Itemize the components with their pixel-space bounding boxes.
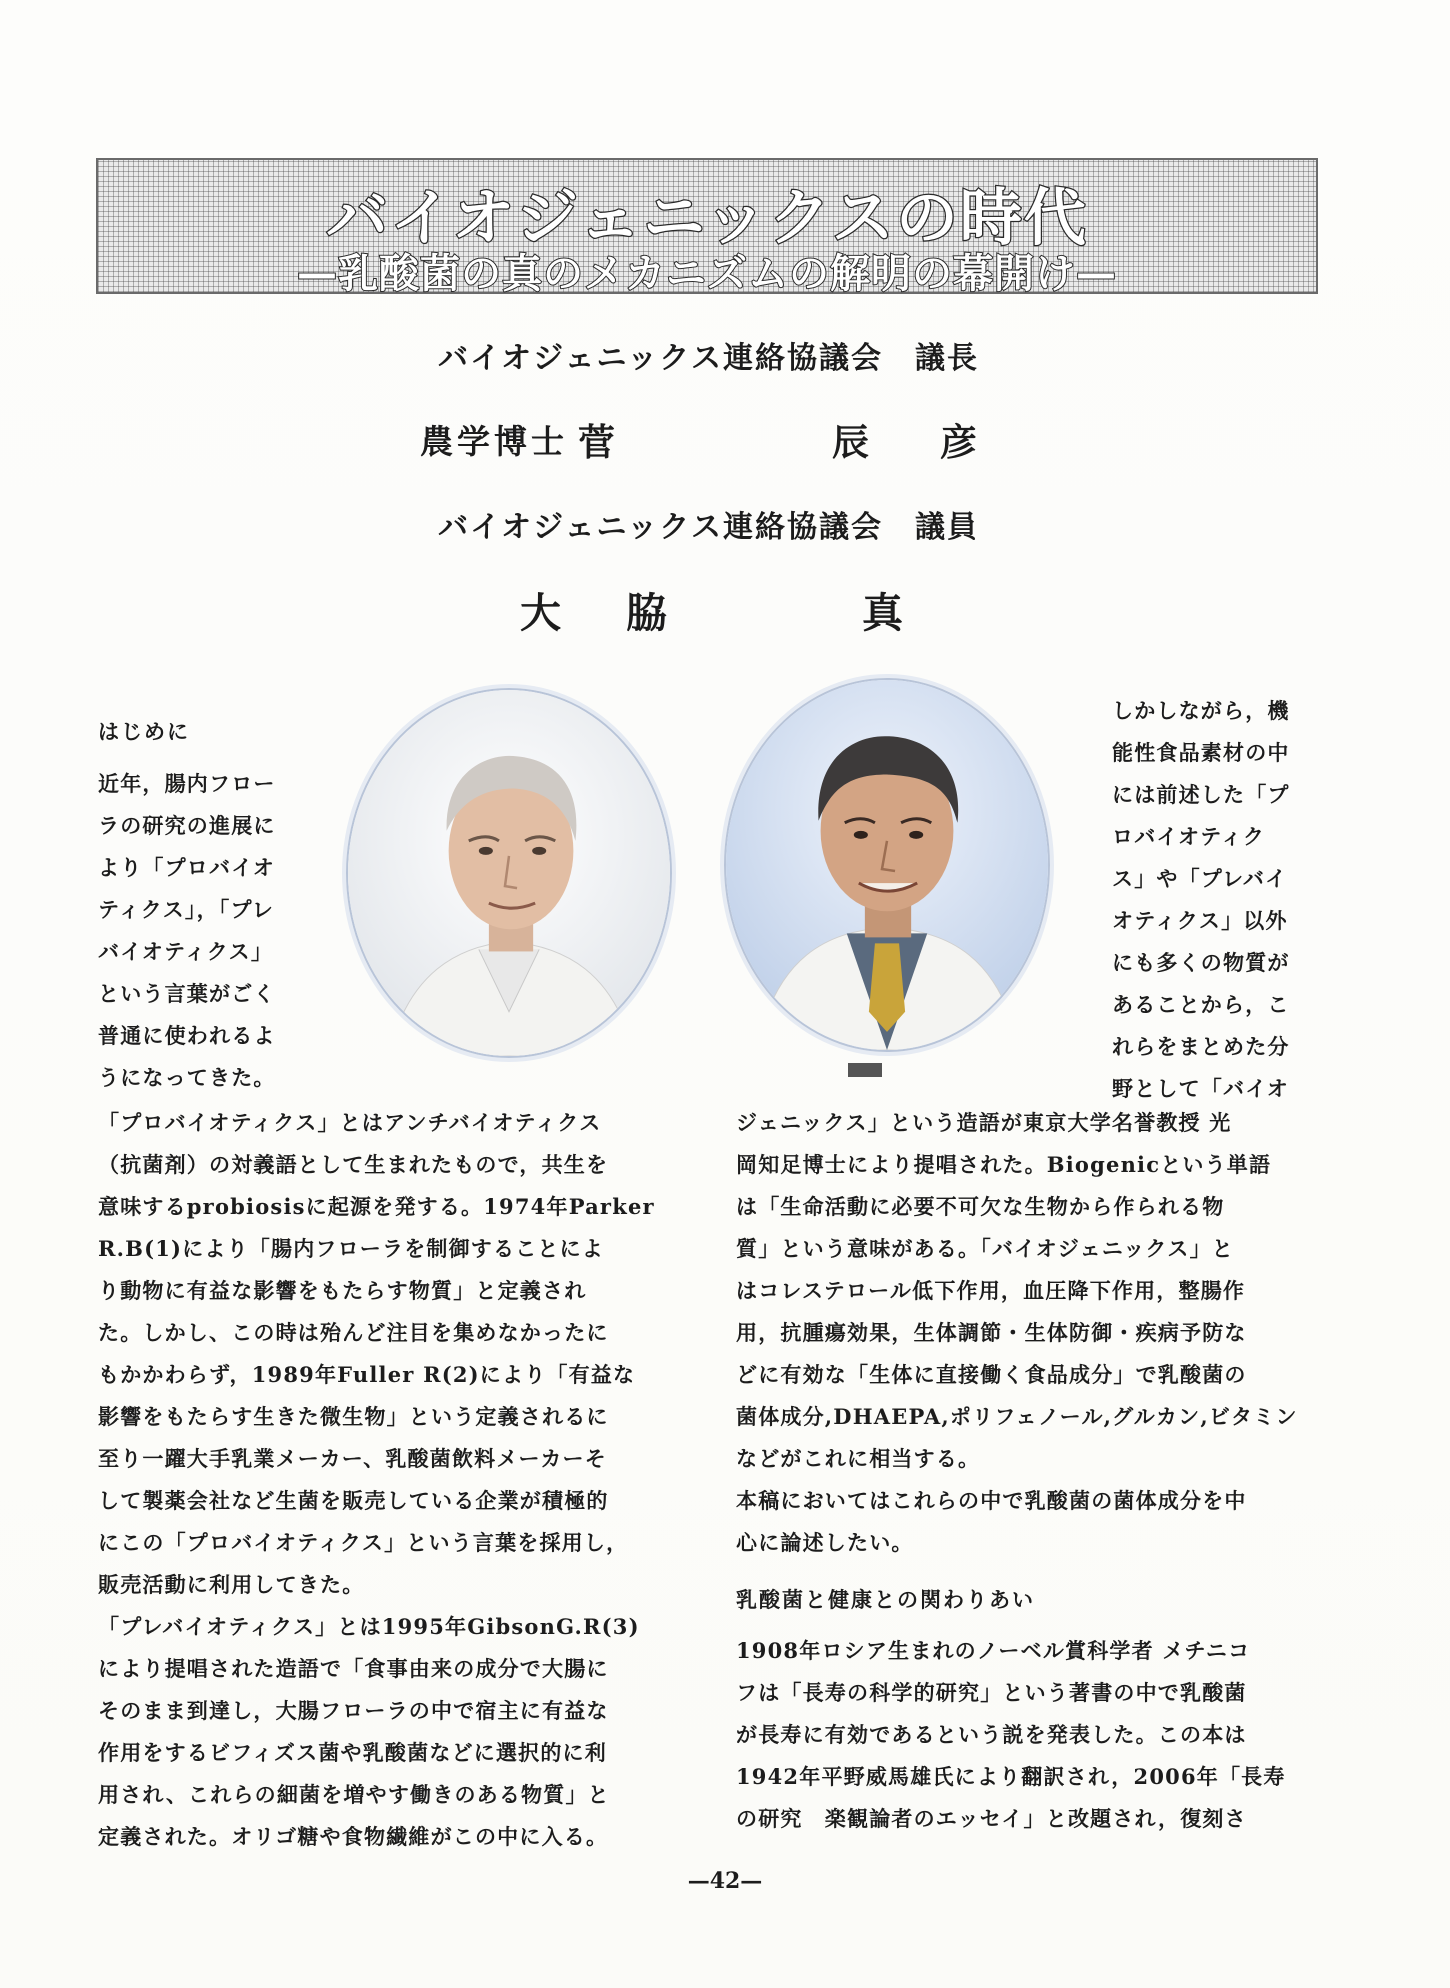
author2-name-char: 真 <box>862 589 903 637</box>
text-line: 1908年ロシア生まれのノーベル賞科学者 メチニコ <box>736 1638 1251 1663</box>
text-line: 意味するprobiosisに起源を発する。1974年Parker <box>98 1194 655 1219</box>
text-line: もかかわらず，1989年Fuller R(2)により「有益な <box>98 1362 636 1387</box>
text-line: ジェニックス」という造語が東京大学名誉教授 光 <box>736 1110 1232 1135</box>
text-line: 用，抗腫瘍効果，生体調節・生体防御・疾病予防な <box>736 1320 1247 1345</box>
text-line: ロバイオティク <box>1112 824 1266 849</box>
text-line: 近年，腸内フロー <box>98 771 276 796</box>
text-line: より「プロバイオ <box>98 855 275 880</box>
photo-caption-mark <box>848 1063 882 1077</box>
text-line: 岡知足博士により提唱された。Biogenicという単語 <box>736 1152 1272 1177</box>
text-line: ティクス」，「プレ <box>98 897 275 922</box>
text-line: 心に論述したい。 <box>736 1530 914 1555</box>
text-line: などがこれに相当する。 <box>736 1446 981 1471</box>
section-heading-intro: はじめに <box>98 720 190 744</box>
text-line: 作用をするビフィズス菌や乳酸菌などに選択的に利 <box>98 1740 607 1765</box>
text-line: フは「長寿の科学的研究」という著書の中で乳酸菌 <box>736 1680 1247 1705</box>
section-heading-health: 乳酸菌と健康との関わりあい <box>736 1588 1035 1612</box>
text-line: にこの「プロバイオティクス」という言葉を採用し， <box>98 1530 629 1555</box>
text-line: れらをまとめた分 <box>1112 1034 1290 1059</box>
text-line: バイオティクス」 <box>98 939 274 964</box>
text-line: は「生命活動に必要不可欠な生物から作られる物 <box>736 1194 1225 1219</box>
text-line: 至り一躍大手乳業メーカー、乳酸菌飲料メーカーそ <box>98 1446 607 1471</box>
text-line: 野として「バイオ <box>1112 1076 1289 1101</box>
text-line: しかしながら，機 <box>1112 698 1290 723</box>
author2-portrait-photo <box>724 678 1050 1052</box>
text-line: して製薬会社など生菌を販売している企業が積極的 <box>98 1488 609 1513</box>
text-line: ラの研究の進展に <box>98 813 276 838</box>
author2-name-char: 大 <box>520 589 561 637</box>
text-line: 質」という意味がある。「バイオジェニックス」と <box>736 1236 1234 1261</box>
author1-degree: 農学博士 <box>420 422 568 461</box>
text-line: 能性食品素材の中 <box>1112 740 1290 765</box>
right-narrow-paragraph <box>1112 690 1290 1110</box>
text-line: 「プレバイオティクス」とは1995年GibsonG.R(3) <box>98 1614 640 1639</box>
text-line: の研究 楽観論者のエッセイ」と改題され，復刻さ <box>736 1806 1247 1831</box>
article-subtitle: —乳酸菌の真のメカニズムの解明の幕開け— <box>297 251 1117 297</box>
author2-name-char: 脇 <box>626 589 667 637</box>
text-line: R.B(1)により「腸内フローラを制御することによ <box>98 1236 604 1261</box>
text-line: そのまま到達し，大腸フローラの中で宿主に有益な <box>98 1698 609 1723</box>
text-line: 1942年平野威馬雄氏により翻訳され，2006年「長寿 <box>736 1764 1286 1789</box>
author2-portrait-image <box>726 680 1048 1050</box>
text-line: オティクス」以外 <box>1112 908 1288 933</box>
text-line: はコレステロール低下作用，血圧降下作用，整腸作 <box>736 1278 1246 1303</box>
text-line: にも多くの物質が <box>1112 950 1290 975</box>
text-line: 用され、これらの細菌を増やす働きのある物質」と <box>98 1782 610 1807</box>
right-health-paragraph <box>736 1630 1286 1840</box>
right-full-paragraph <box>736 1102 1298 1564</box>
author1-affiliation: バイオジェニックス連絡協議会 議長 <box>438 341 979 376</box>
text-line: どに有効な「生体に直接働く食品成分」で乳酸菌の <box>736 1362 1247 1387</box>
left-full-paragraph <box>98 1102 655 1858</box>
text-line: あることから，こ <box>1112 992 1290 1017</box>
article-title: バイオジェニックスの時代 <box>326 181 1088 254</box>
text-line: には前述した「プ <box>1112 782 1290 807</box>
author1-name-char: 彦 <box>940 420 977 464</box>
text-line: 定義された。オリゴ糖や食物繊維がこの中に入る。 <box>98 1824 609 1849</box>
text-line: 販売活動に利用してきた。 <box>98 1572 365 1597</box>
page-number: —42— <box>687 1868 763 1894</box>
left-narrow-paragraph <box>98 763 276 1099</box>
text-line: り動物に有益な影響をもたらす物質」と定義され <box>98 1278 587 1303</box>
title-banner <box>96 158 1318 297</box>
author1-portrait-photo <box>346 688 672 1058</box>
author1-name-char: 辰 <box>832 420 869 464</box>
author1-name-char: 菅 <box>578 420 615 464</box>
author1-portrait-image <box>348 690 670 1056</box>
text-line: 菌体成分,DHAEPA,ポリフェノール,グルカン,ビタミン <box>736 1404 1298 1429</box>
text-line: 本稿においてはこれらの中で乳酸菌の菌体成分を中 <box>736 1488 1247 1513</box>
text-line: うになってきた。 <box>98 1065 276 1090</box>
text-line: が長寿に有効であるという説を発表した。この本は <box>736 1722 1247 1747</box>
author2-affiliation: バイオジェニックス連絡協議会 議員 <box>438 510 979 545</box>
text-line: 「プロバイオティクス」とはアンチバイオティクス <box>98 1110 602 1135</box>
text-line: という言葉がごく <box>98 981 276 1006</box>
text-line: ス」や「プレバイ <box>1112 866 1288 891</box>
text-line: （抗菌剤）の対義語として生まれたもので，共生を <box>98 1152 609 1177</box>
text-line: 影響をもたらす生きた微生物」という定義されるに <box>98 1404 609 1429</box>
text-line: 普通に使われるよ <box>98 1023 276 1048</box>
text-line: た。しかし、この時は殆んど注目を集めなかったに <box>98 1320 609 1345</box>
text-line: により提唱された造語で「食事由来の成分で大腸に <box>98 1656 609 1681</box>
